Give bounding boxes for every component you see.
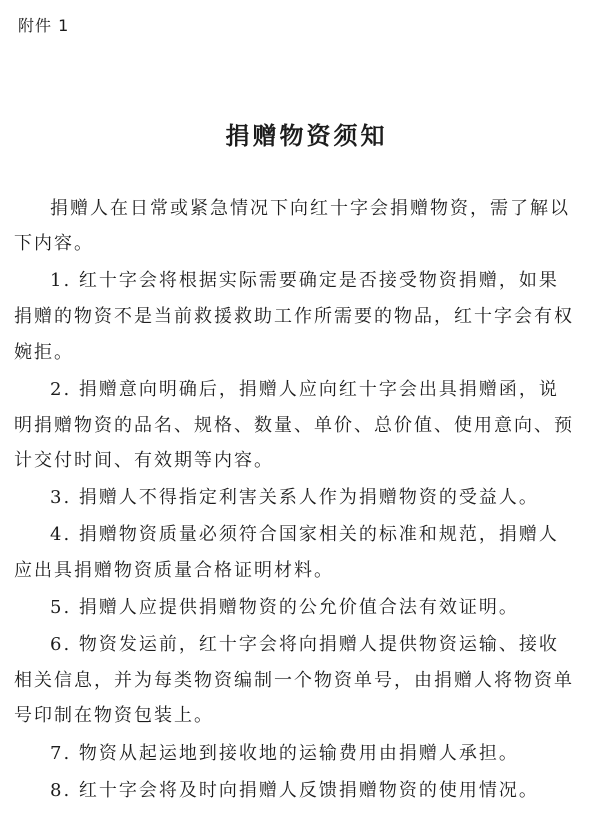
item-6-line-1: 6. 物资发运前，红十字会将向捐赠人提供物资运输、接收 <box>50 634 559 655</box>
intro-line-1: 捐赠人在日常或紧急情况下向红十字会捐赠物资，需了解以 <box>50 198 570 219</box>
item-2-line-2: 明捐赠物资的品名、规格、数量、单价、总价值、使用意向、预 <box>14 415 574 436</box>
intro-line-2: 下内容。 <box>14 233 94 254</box>
item-6-line-3: 号印制在物资包装上。 <box>14 705 214 726</box>
item-7-line-1: 7. 物资从起运地到接收地的运输费用由捐赠人承担。 <box>50 743 519 764</box>
document-title: 捐赠物资须知 <box>225 122 388 150</box>
item-4-line-2: 应出具捐赠物资质量合格证明材料。 <box>14 560 334 581</box>
item-1-line-3: 婉拒。 <box>14 342 74 363</box>
item-1-line-2: 捐赠的物资不是当前救援救助工作所需要的物品，红十字会有权 <box>14 306 574 327</box>
item-5-line-1: 5. 捐赠人应提供捐赠物资的公允价值合法有效证明。 <box>50 597 519 618</box>
item-8-line-1: 8. 红十字会将及时向捐赠人反馈捐赠物资的使用情况。 <box>50 780 539 801</box>
attachment-label: 附件 1 <box>18 16 70 35</box>
item-6-line-2: 相关信息，并为每类物资编制一个物资单号，由捐赠人将物资单 <box>14 670 574 691</box>
item-4-line-1: 4. 捐赠物资质量必须符合国家相关的标准和规范，捐赠人 <box>50 524 559 545</box>
item-3-line-1: 3. 捐赠人不得指定利害关系人作为捐赠物资的受益人。 <box>50 487 539 508</box>
item-2-line-1: 2. 捐赠意向明确后，捐赠人应向红十字会出具捐赠函，说 <box>50 379 559 400</box>
item-2-line-3: 计交付时间、有效期等内容。 <box>14 450 274 471</box>
item-1-line-1: 1. 红十字会将根据实际需要确定是否接受物资捐赠，如果 <box>50 270 559 291</box>
